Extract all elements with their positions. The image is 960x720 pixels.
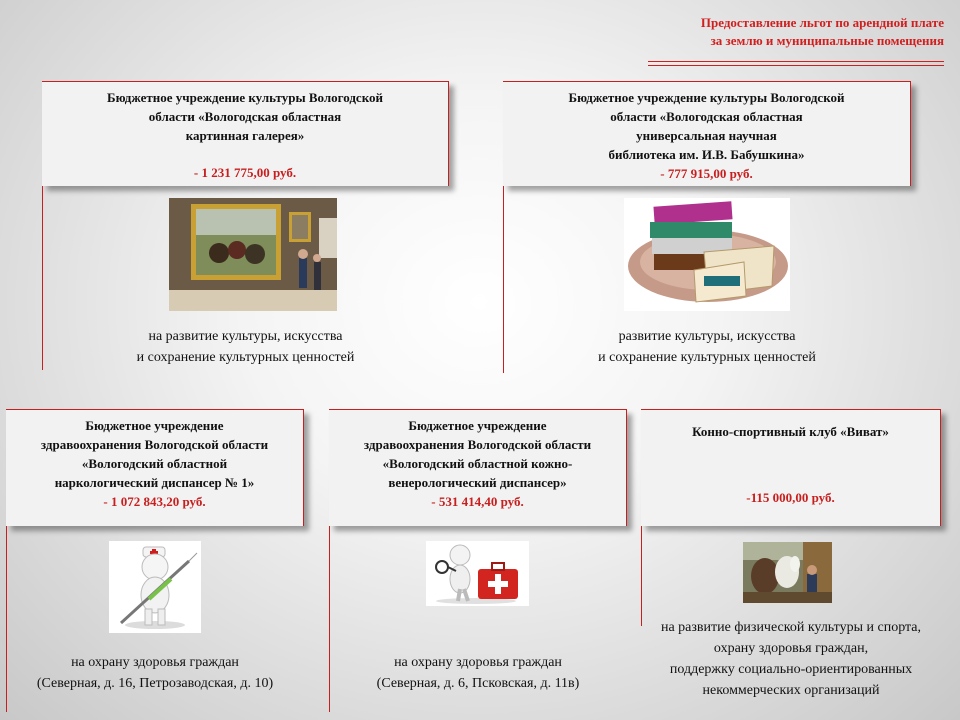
- caption-library: [503, 326, 911, 368]
- caption-horse-club: [630, 617, 952, 701]
- caption-line: охрану здоровья граждан,: [713, 641, 869, 656]
- doctor-syringe-image: [109, 541, 201, 633]
- card-text: Бюджетное учреждение: [408, 418, 547, 433]
- card-amount: - 1 231 775,00 руб.: [193, 165, 297, 180]
- card-text: «Вологодский областной: [81, 456, 228, 471]
- caption-line: на развитие физической культуры и спорта,: [660, 620, 922, 635]
- header-divider: [648, 61, 944, 62]
- card-text: универсальная научная: [636, 128, 777, 143]
- caption-line: на развитие культуры, искусства: [148, 329, 343, 344]
- card-text: картинная галерея»: [185, 128, 305, 143]
- card-text: наркологический диспансер № 1»: [54, 475, 255, 490]
- caption-line: некоммерческих организаций: [702, 683, 880, 698]
- page-header: [524, 14, 944, 50]
- card-text: области «Вологодская областная: [148, 109, 342, 124]
- card-narco-dispensary: [6, 409, 304, 526]
- card-amount: - 531 414,40 руб.: [431, 494, 524, 509]
- card-amount: - 777 915,00 руб.: [660, 166, 753, 181]
- card-text: венерологический диспансер»: [388, 475, 567, 490]
- horses-image: [743, 542, 832, 603]
- card-gallery: [42, 81, 449, 186]
- card-horse-club: [641, 409, 941, 526]
- gallery-painting-image: [169, 198, 337, 311]
- header-line-1: Предоставление льгот по арендной плате: [700, 15, 944, 30]
- card-text: Конно-спортивный клуб «Виват»: [692, 424, 889, 439]
- caption-line: (Северная, д. 16, Петрозаводская, д. 10): [36, 676, 274, 691]
- card-amount: - 1 072 843,20 руб.: [103, 494, 206, 509]
- card-text: области «Вологодская областная: [610, 109, 803, 124]
- card-text: Бюджетное учреждение культуры Вологодской: [106, 90, 384, 105]
- caption-line: (Северная, д. 6, Псковская, д. 11в): [376, 676, 580, 691]
- caption-narco-dispensary: [6, 652, 304, 694]
- caption-line: на охрану здоровья граждан: [71, 655, 239, 670]
- card-amount: -115 000,00 руб.: [746, 490, 835, 505]
- card-text: здравоохранения Вологодской области: [363, 437, 592, 452]
- caption-gallery: [42, 326, 449, 368]
- card-text: Бюджетное учреждение культуры Вологодской: [568, 90, 845, 105]
- card-derm-dispensary: [329, 409, 627, 526]
- caption-line: и сохранение культурных ценностей: [136, 350, 355, 365]
- card-text: здравоохранения Вологодской области: [40, 437, 269, 452]
- card-connector: [641, 526, 642, 626]
- card-library: [503, 81, 911, 186]
- doctor-first-aid-image: [426, 541, 529, 606]
- header-divider-2: [648, 65, 944, 66]
- card-text: «Вологодский областной кожно-: [382, 456, 573, 471]
- caption-line: развитие культуры, искусства: [618, 329, 796, 344]
- caption-line: и сохранение культурных ценностей: [598, 350, 816, 365]
- books-image: [624, 198, 790, 311]
- card-text: библиотека им. И.В. Бабушкина»: [608, 147, 805, 162]
- caption-line: на охрану здоровья граждан: [394, 655, 562, 670]
- caption-line: поддержку социально-ориентированных: [669, 662, 913, 677]
- card-text: Бюджетное учреждение: [85, 418, 224, 433]
- header-line-2: за землю и муниципальные помещения: [710, 33, 944, 48]
- caption-derm-dispensary: [329, 652, 627, 694]
